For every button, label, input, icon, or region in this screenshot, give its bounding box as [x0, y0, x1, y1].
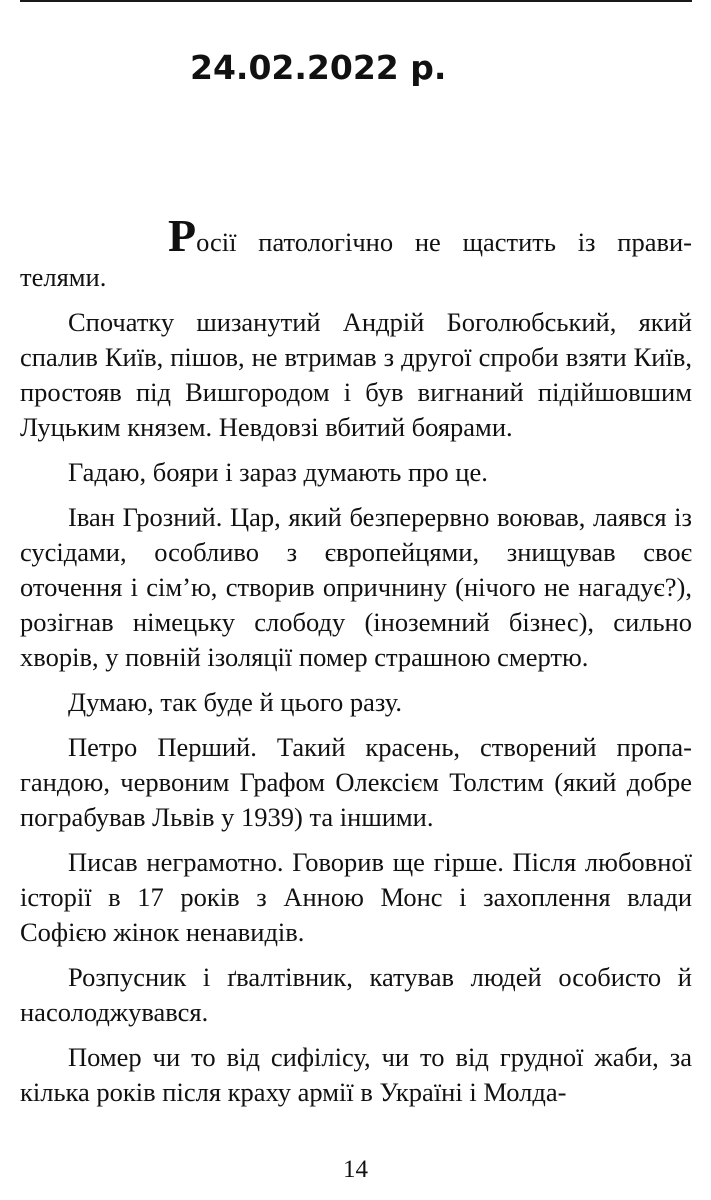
top-rule: [20, 0, 692, 2]
intro-paragraph: [20, 210, 692, 295]
paragraph-bogolyubsky: Спочатку шизанутий Андрій Боголюбський, який спалив Київ, пішов, не втримав з другої спроби взяти Київ, простояв під Вишгородом і був вигнаний підійшовшим Луцьким князем. Невдовзі вбитий боярами.: [20, 307, 692, 442]
date-heading: 24.02.2022 р.: [190, 48, 447, 87]
paragraph-peter-first: Петро Перший. Такий красень, створений пропагандою, червоним Графом Олексієм Толстим (який добре пограбував Львів у 1939) та іншими.: [20, 732, 692, 832]
paragraph-ivan-grozny: Іван Грозний. Цар, який безперервно воював, лаявся із сусідами, особливо з європейцями, знищував своє оточення і сім’ю, створив опричнину (нічого не нагадує?), розігнав німецьку слободу (іноземний бізнес), сильно хворів, у повній ізоляції помер страшною смертю.: [20, 502, 692, 672]
page-number: 14: [343, 1156, 368, 1183]
paragraph-boyars: Гадаю, бояри і зараз думають про це.: [68, 457, 488, 487]
paragraph-this-time: Думаю, так буде й цього разу.: [68, 687, 403, 717]
body-text: [20, 210, 692, 1120]
paragraph-debauchee: Розпусник і ґвалтівник, катував людей особисто й насолоджувався.: [20, 962, 692, 1027]
intro-text: осії патологічно не щастить із правителями.: [20, 227, 692, 292]
drop-cap: Р: [168, 210, 197, 261]
paragraph-illiterate: Писав неграмотно. Говорив ще гірше. Після любовної історії в 17 років з Анною Монс і захоплення влади Софією жінок ненавидів.: [20, 847, 692, 947]
paragraph-death: Помер чи то від сифілісу, чи то від грудної жаби, за кілька років після краху армії в Україні і Молда-: [20, 1042, 692, 1107]
